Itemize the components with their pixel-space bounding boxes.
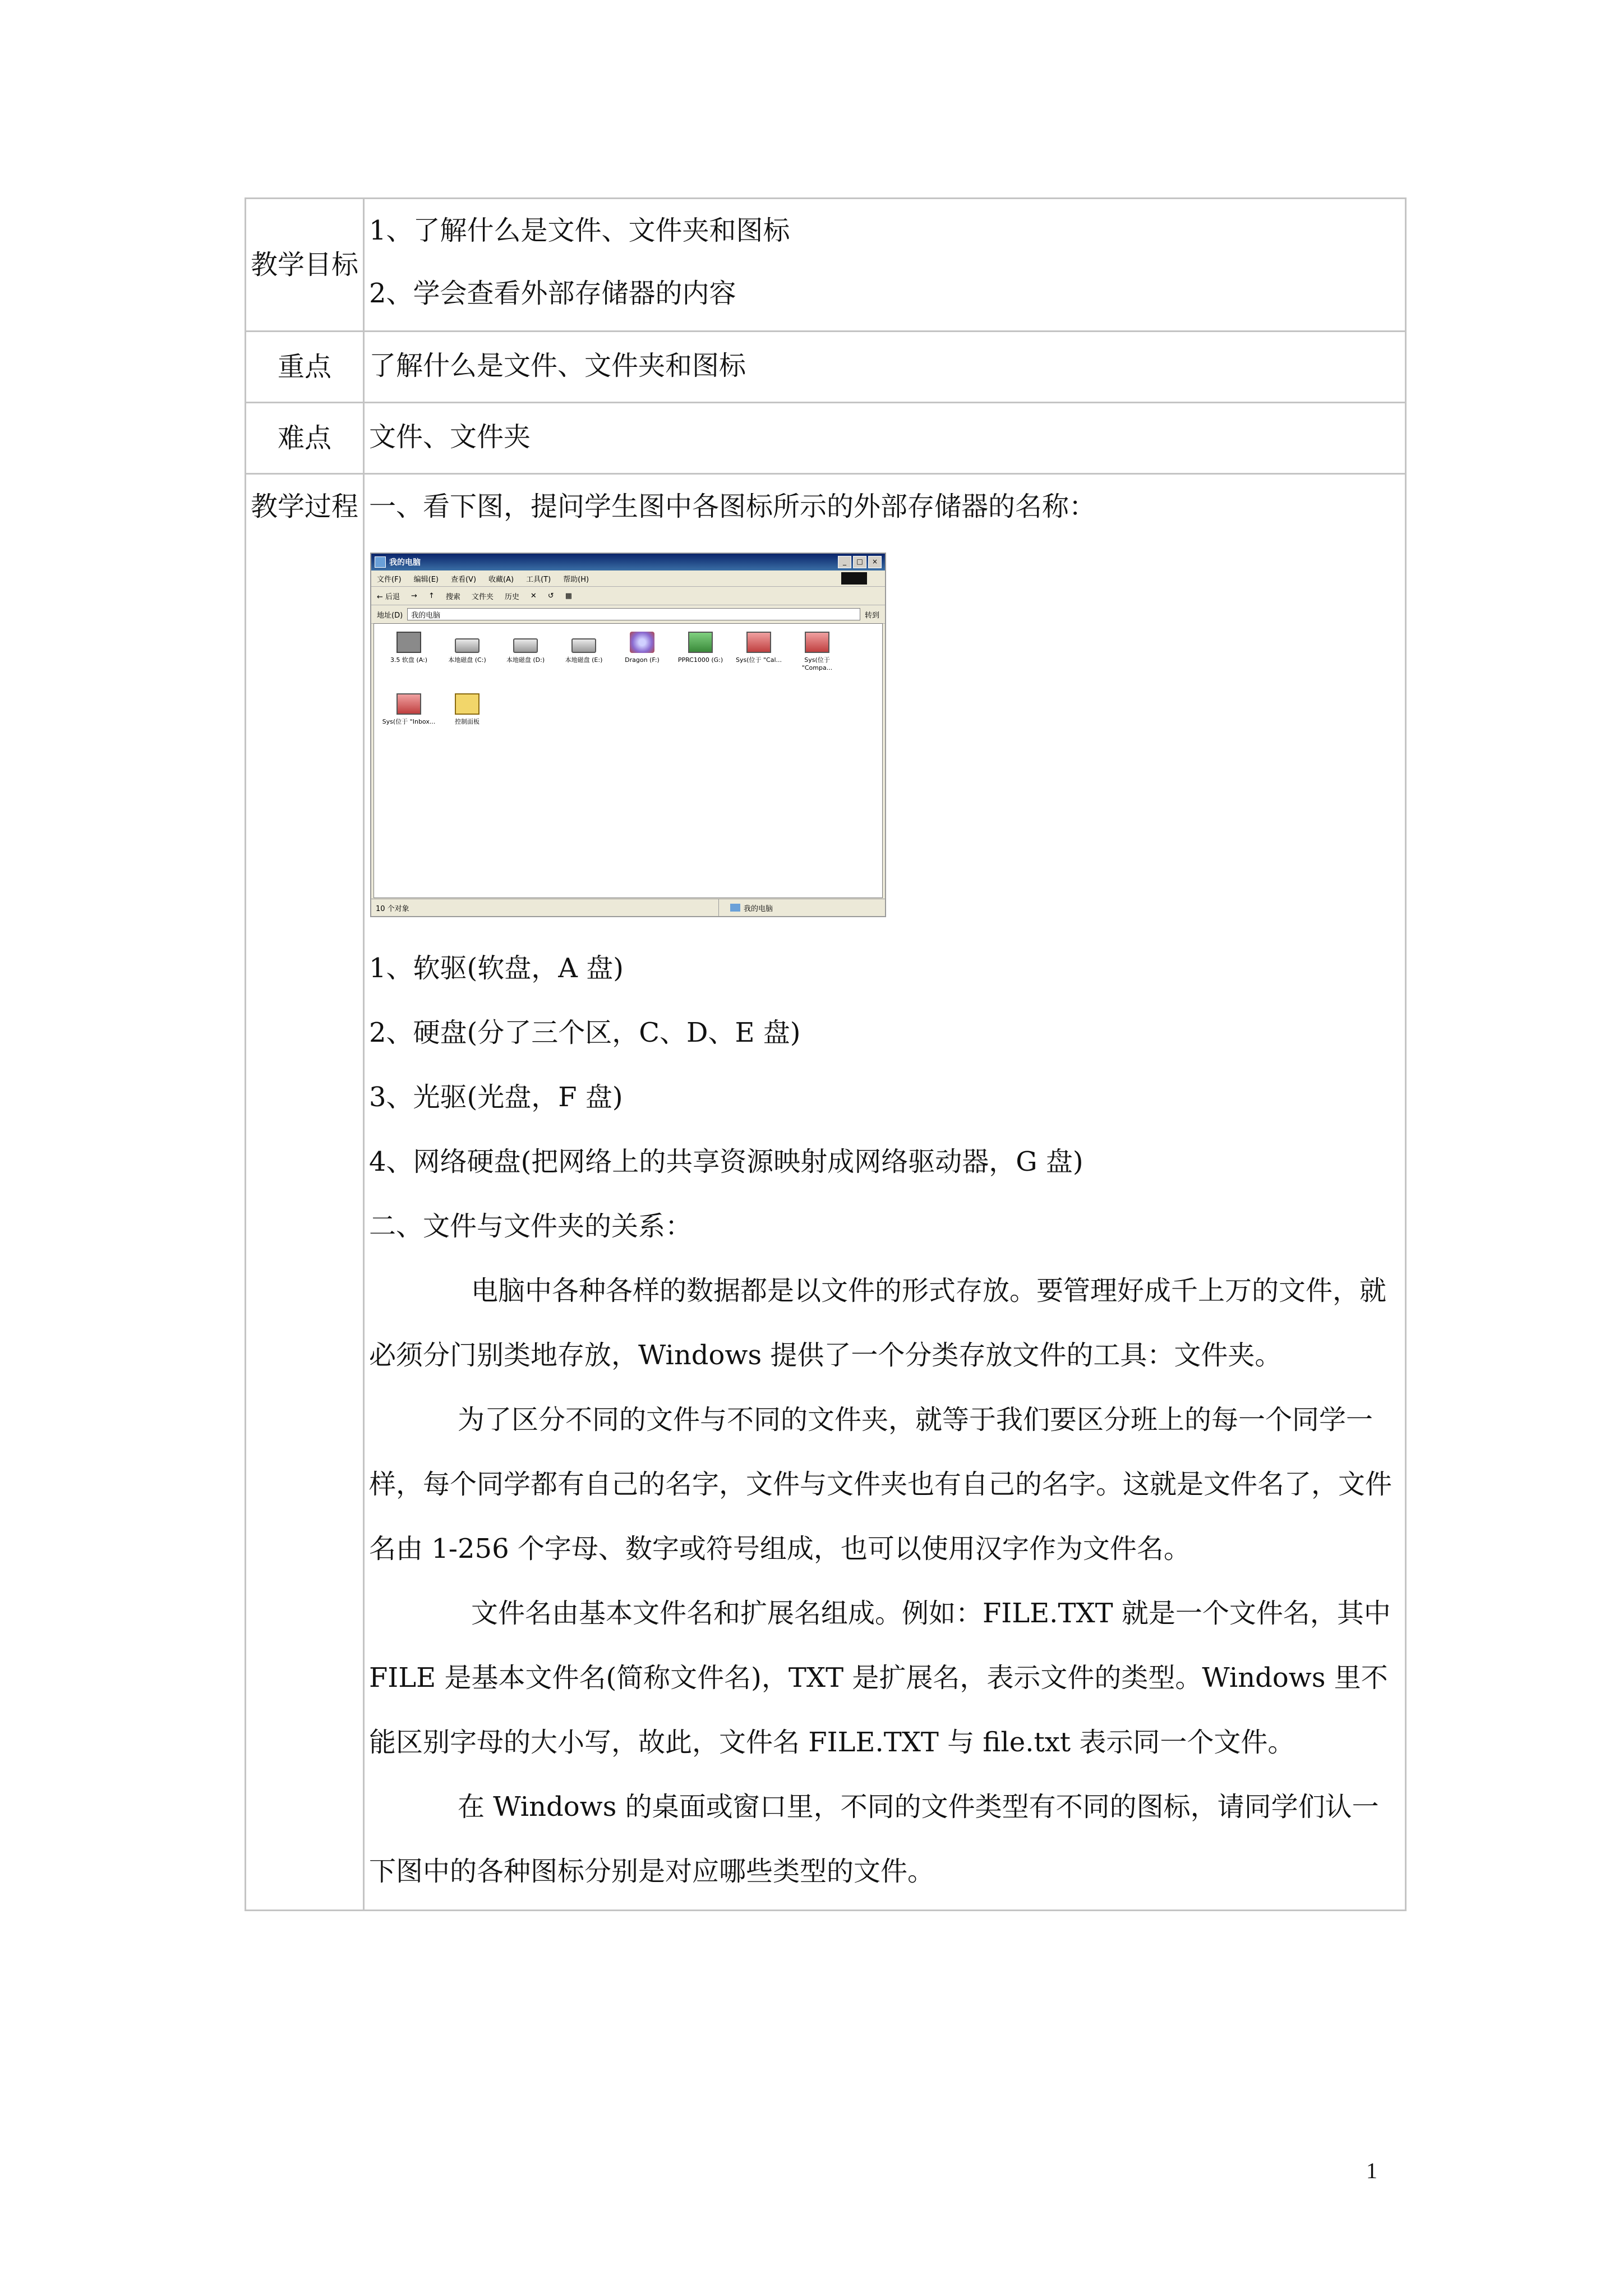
drive-item-f <box>613 632 671 693</box>
process-label-cell <box>246 474 364 1911</box>
status-location <box>719 903 773 913</box>
drive-item-label: 本地磁盘 (E:) <box>565 656 603 664</box>
objectives-content-cell <box>364 199 1406 332</box>
window-menubar <box>371 570 885 587</box>
difficulty-label: 难点 <box>277 422 331 454</box>
objective-line-1: 1、了解什么是文件、文件夹和图标 <box>369 215 790 246</box>
drive-icon <box>571 638 596 653</box>
key-point-content-cell <box>364 332 1406 403</box>
close-icon: × <box>868 556 882 568</box>
difficulty-label-cell <box>246 403 364 474</box>
shared-drive-icon <box>746 632 771 653</box>
table-row-key-point <box>246 332 1406 403</box>
computer-icon <box>730 904 740 912</box>
paragraph-1: 电脑中各种各样的数据都是以文件的形式存放。要管理好成千上万的文件，就必须分门别类地存放，Windows 提供了一个分类存放文件的工具：文件夹。 <box>369 1275 1387 1371</box>
difficulty-content-cell <box>364 403 1406 474</box>
delete-icon: ✕ <box>530 591 537 600</box>
drive-item-label: 控制面板 <box>455 718 479 725</box>
drive-item-d <box>496 632 555 693</box>
status-bar <box>371 899 885 916</box>
process-intro: 一、看下图，提问学生图中各图标所示的外部存储器的名称： <box>369 491 1096 522</box>
paragraph-3: 文件名由基本文件名和扩展名组成。例如：FILE.TXT 就是一个文件名，其中 FILE 是基本文件名(简称文件名)，TXT 是扩展名，表示文件的类型。Windows 里不能区别字母的大小写，故此，文件名 FILE.TXT 与 file.txt 表示同一个文件。 <box>369 1598 1391 1758</box>
network-drive-icon <box>688 632 713 653</box>
key-point-label: 重点 <box>277 351 331 383</box>
search-button: 搜索 <box>445 592 460 601</box>
objective-line-2: 2、学会查看外部存储器的内容 <box>369 278 736 309</box>
storage-item-2: 2、硬盘(分了三个区，C、D、E 盘) <box>369 1017 801 1048</box>
shared-drive-icon <box>396 693 421 715</box>
windows-logo-icon <box>841 572 867 585</box>
control-panel-icon <box>455 693 479 715</box>
cd-icon <box>630 632 654 653</box>
menu-view: 查看(V) <box>450 575 477 584</box>
menu-favorites: 收藏(A) <box>488 575 514 584</box>
drive-item-label: Sys(位于 "Cal... <box>735 656 782 664</box>
menu-help: 帮助(H) <box>563 575 589 584</box>
table-row-process <box>246 474 1406 1911</box>
minimize-icon: _ <box>838 556 851 568</box>
table-row-difficulty <box>246 403 1406 474</box>
drive-item-share-1 <box>730 632 788 693</box>
drive-item-label: Dragon (F:) <box>625 656 660 664</box>
back-button: ← 后退 <box>377 592 400 601</box>
drive-icon-grid <box>374 624 868 755</box>
undo-icon: ↺ <box>547 591 554 600</box>
maximize-icon: □ <box>853 556 866 568</box>
window-toolbar <box>371 587 885 605</box>
address-bar <box>371 605 885 624</box>
drive-item-label: PPRC1000 (G:) <box>677 656 723 664</box>
window-title: 我的电脑 <box>389 558 421 567</box>
drive-item-a <box>380 632 438 693</box>
storage-item-3: 3、光驱(光盘，F 盘) <box>369 1082 623 1113</box>
drive-item-label: 3.5 软盘 (A:) <box>390 656 428 664</box>
paragraph-2: 为了区分不同的文件与不同的文件夹，就等于我们要区分班上的每一个同学一样，每个同学都有自己的名字，文件与文件夹也有自己的名字。这就是文件名了，文件名由 1-256 个字母、数字或符号组成，也可以使用汉字作为文件名。 <box>369 1404 1393 1565</box>
drive-icon <box>455 638 479 653</box>
forward-button: → <box>411 591 417 600</box>
drive-item-g <box>671 632 730 693</box>
floppy-icon <box>396 632 421 653</box>
window-titlebar <box>371 554 885 570</box>
address-label: 地址(D) <box>377 611 403 620</box>
computer-icon <box>375 556 386 568</box>
history-button: 历史 <box>504 592 519 601</box>
control-panel-item <box>438 693 496 755</box>
drive-icon <box>513 638 538 653</box>
objectives-label-cell <box>246 199 364 332</box>
my-computer-window-screenshot <box>370 553 886 917</box>
menu-edit: 编辑(E) <box>413 575 439 584</box>
address-field <box>407 608 860 620</box>
folders-button: 文件夹 <box>471 592 494 601</box>
paragraph-4: 在 Windows 的桌面或窗口里，不同的文件类型有不同的图标，请同学们认一下图中的各种图标分别是对应哪些类型的文件。 <box>369 1791 1379 1887</box>
page-number: 1 <box>1366 2158 1377 2183</box>
difficulty-text: 文件、文件夹 <box>369 421 531 453</box>
menu-file: 文件(F) <box>377 575 402 584</box>
process-label: 教学过程 <box>250 491 358 522</box>
file-pane <box>374 623 883 898</box>
drive-item-label: 本地磁盘 (C:) <box>448 656 486 664</box>
key-point-text: 了解什么是文件、文件夹和图标 <box>369 350 746 381</box>
section-2-heading: 二、文件与文件夹的关系： <box>369 1211 693 1242</box>
drive-item-e <box>555 632 613 693</box>
drive-item-share-3 <box>380 693 438 755</box>
key-point-label-cell <box>246 332 364 403</box>
drive-item-c <box>438 632 496 693</box>
storage-item-4: 4、网络硬盘(把网络上的共享资源映射成网络驱动器，G 盘) <box>369 1146 1083 1177</box>
drive-item-label: 本地磁盘 (D:) <box>506 656 545 664</box>
up-button: ↑ <box>428 591 435 600</box>
shared-drive-icon <box>805 632 829 653</box>
address-value: 我的电脑 <box>411 611 441 620</box>
drive-item-label: Sys(位于 "Compa... <box>801 656 833 671</box>
drive-item-label: Sys(位于 "Inbox... <box>382 718 436 725</box>
lesson-plan-table <box>245 197 1407 1911</box>
status-object-count: 10 个对象 <box>371 899 719 916</box>
storage-item-1: 1、软驱(软盘，A 盘) <box>369 953 624 984</box>
process-content-cell <box>364 474 1406 1911</box>
drive-item-share-2 <box>788 632 846 693</box>
go-button: 转到 <box>864 611 879 620</box>
menu-tools: 工具(T) <box>526 575 551 584</box>
views-icon: ▦ <box>565 591 572 600</box>
objectives-label: 教学目标 <box>250 249 358 280</box>
table-row-objectives <box>246 199 1406 332</box>
status-location-label: 我的电脑 <box>744 904 773 913</box>
